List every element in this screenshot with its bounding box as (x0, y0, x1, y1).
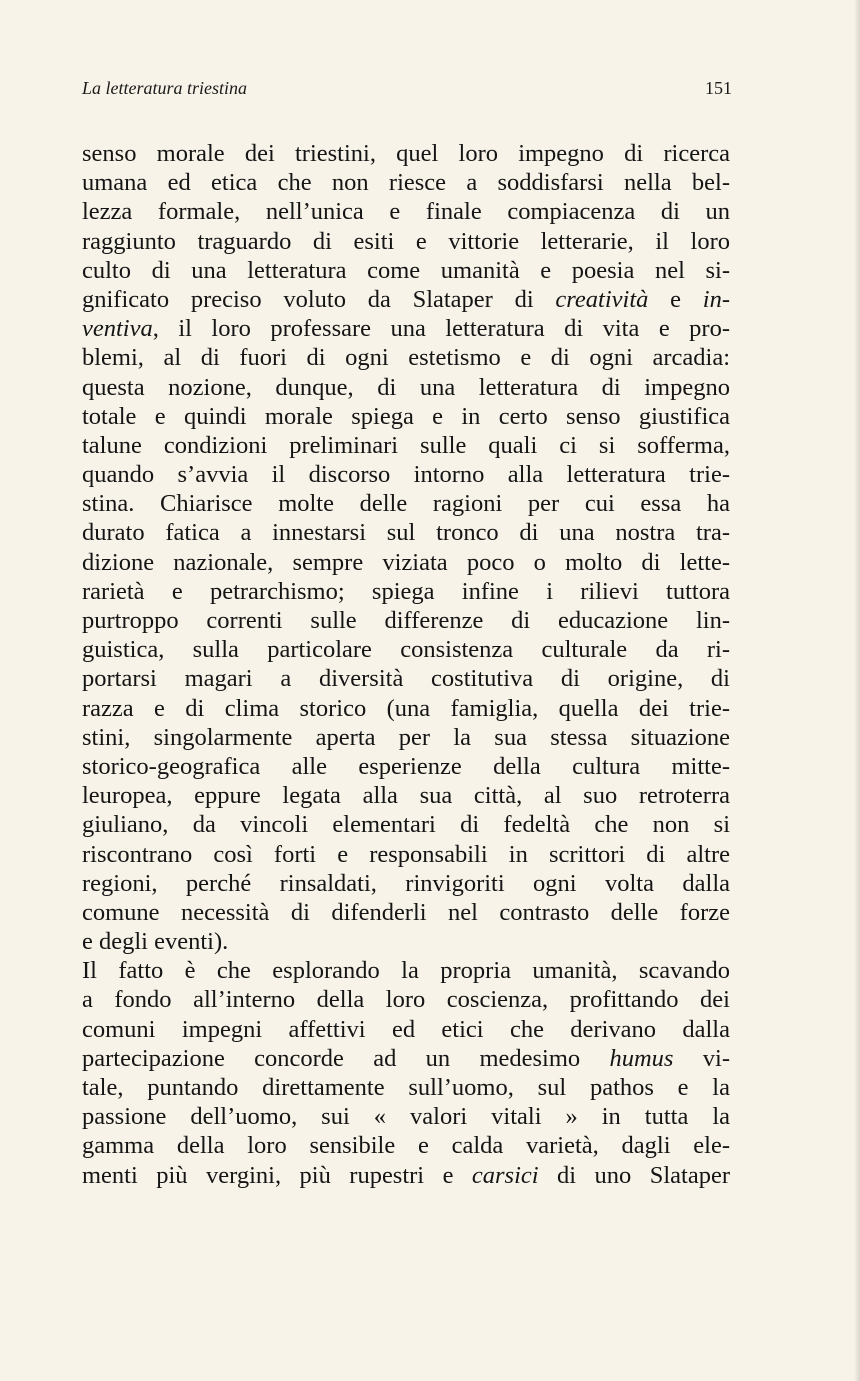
text-line: culto di una letteratura come umanità e poesia nel si- (82, 256, 730, 284)
page-header (82, 78, 732, 102)
text-line: lezza formale, nell’unica e finale compiacenza di un (82, 198, 730, 226)
text-line: talune condizioni preliminari sulle quali ci si sofferma, (82, 431, 730, 459)
text-line: durato fatica a innestarsi sul tronco di una nostra tra- (82, 519, 730, 547)
text-line: giuliano, da vincoli elementari di fedeltà che non si (82, 811, 730, 839)
text-line: a fondo all’interno della loro coscienza, profittando dei (82, 986, 730, 1014)
text-line: guistica, sulla particolare consistenza culturale da ri- (82, 636, 730, 664)
text-line: menti più vergini, più rupestri e carsici di uno Slataper (82, 1161, 730, 1189)
italic-term: carsici (471, 1161, 539, 1189)
paragraph-end-line: e degli eventi). (82, 928, 229, 956)
text-line: raggiunto traguardo di esiti e vittorie letterarie, il loro (82, 227, 730, 255)
running-title: La letteratura triestina (82, 78, 248, 98)
text-line: dizione nazionale, sempre viziata poco o molto di lette- (82, 548, 730, 576)
text-line: gamma della loro sensibile e calda varietà, dagli ele- (82, 1132, 730, 1160)
text-line: passione dell’uomo, sui « valori vitali » in tutta la (82, 1103, 730, 1131)
text-line: senso morale dei triestini, quel loro impegno di ricerca (82, 140, 730, 167)
text-line: purtroppo correnti sulle differenze di educazione lin- (82, 607, 730, 634)
text-line: portarsi magari a diversità costitutiva di origine, di (82, 665, 730, 693)
text-line: quando s’avvia il discorso intorno alla letteratura trie- (82, 461, 730, 489)
italic-term: in- (702, 285, 730, 313)
italic-term: ventiva (82, 315, 153, 343)
text-line: leuropea, eppure legata alla sua città, al suo retroterra (82, 782, 730, 810)
text-line: umana ed etica che non riesce a soddisfarsi nella bel- (82, 169, 730, 197)
text-line: partecipazione concorde ad un medesimo humus vi- (82, 1044, 730, 1072)
text-line: comuni impegni affettivi ed etici che derivano dalla (82, 1015, 730, 1043)
text-line: gnificato preciso voluto da Slataper di creatività e in- (82, 285, 730, 313)
text-line: comune necessità di difenderli nel contrasto delle forze (82, 898, 730, 926)
text-line: storico-geografica alle esperienze della cultura mitte- (82, 752, 730, 780)
text-line: questa nozione, dunque, di una letteratura di impegno (82, 373, 730, 401)
text-line: tale, puntando direttamente sull’uomo, sul pathos e la (82, 1074, 730, 1101)
text-line: regioni, perché rinsaldati, rinvigoriti ogni volta dalla (82, 869, 730, 897)
text-line: stini, singolarmente aperta per la sua stessa situazione (82, 723, 730, 751)
text-line: stina. Chiarisce molte delle ragioni per cui essa ha (82, 490, 730, 518)
italic-term: humus (609, 1044, 674, 1072)
text-line: riscontrano così forti e responsabili in scrittori di altre (82, 840, 730, 868)
text-line: blemi, al di fuori di ogni estetismo e di ogni arcadia: (82, 344, 730, 372)
text-line: rarietà e petrarchismo; spiega infine i rilievi tuttora (82, 577, 730, 605)
text-line: Il fatto è che esplorando la propria umanità, scavando (82, 957, 730, 985)
text-line: ventiva, il loro professare una letteratura di vita e pro- (82, 315, 730, 343)
body-text (82, 139, 730, 1190)
text-line: razza e di clima storico (una famiglia, quella dei trie- (82, 694, 730, 722)
page-number: 151 (705, 78, 732, 98)
text-line: totale e quindi morale spiega e in certo senso giustifica (82, 402, 730, 430)
italic-term: creatività (555, 285, 649, 313)
